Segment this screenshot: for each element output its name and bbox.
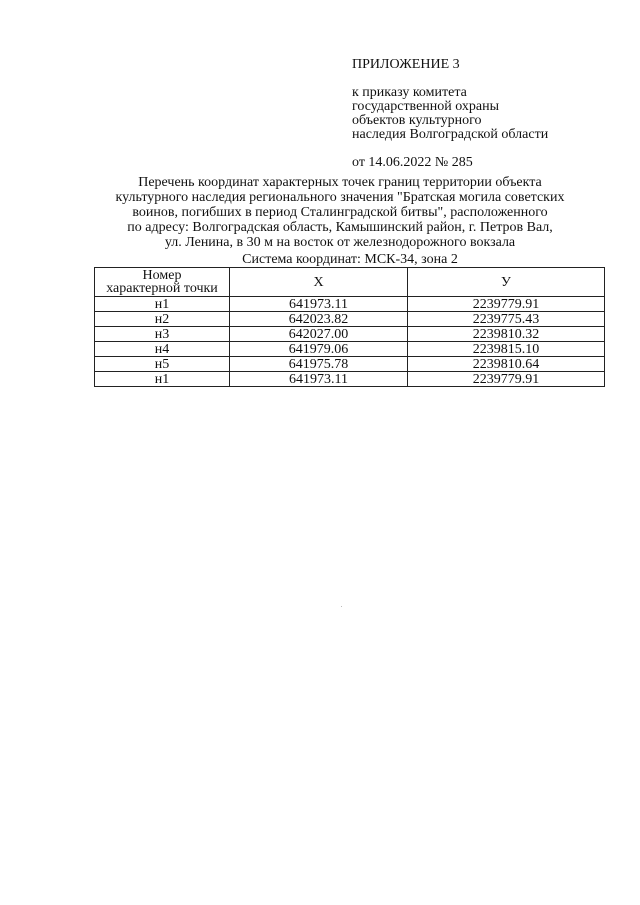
table-row: [95, 297, 605, 312]
appendix-title: ПРИЛОЖЕНИЕ 3: [352, 57, 460, 72]
table-row: [95, 342, 605, 357]
x-header: Х: [230, 268, 408, 297]
y-header: У: [408, 268, 605, 297]
point-number-header: [95, 268, 230, 297]
table-row: [95, 357, 605, 372]
appendix-line: к приказу комитета: [352, 85, 467, 100]
scan-speck: [341, 606, 342, 607]
y-cell: 2239810.64: [408, 357, 605, 372]
point-cell: н4: [95, 342, 230, 357]
point-cell: н1: [95, 372, 230, 387]
table-row: [95, 372, 605, 387]
appendix-block: [352, 58, 612, 170]
appendix-line: объектов культурного: [352, 113, 482, 128]
x-cell: 641973.11: [230, 372, 408, 387]
x-cell: 641973.11: [230, 297, 408, 312]
heading-line: ул. Ленина, в 30 м на восток от железнодорожного вокзала: [164, 235, 516, 250]
x-cell: 642023.82: [230, 312, 408, 327]
point-cell: н3: [95, 327, 230, 342]
x-cell: 641979.06: [230, 342, 408, 357]
heading-line: культурного наследия регионального значения "Братская могила советских: [115, 190, 565, 205]
point-header-line1: Номер: [142, 268, 182, 283]
y-cell: 2239779.91: [408, 372, 605, 387]
y-cell: 2239815.10: [408, 342, 605, 357]
x-cell: 641975.78: [230, 357, 408, 372]
heading-line: воинов, погибших в период Сталинградской битвы", расположенного: [132, 205, 548, 220]
table-row: [95, 312, 605, 327]
heading-line: по адресу: Волгоградская область, Камышинский район, г. Петров Вал,: [127, 220, 553, 235]
document-heading: [80, 175, 600, 250]
table-row: [95, 327, 605, 342]
y-cell: 2239810.32: [408, 327, 605, 342]
appendix-line: наследия Волгоградской области: [352, 127, 549, 142]
point-cell: н5: [95, 357, 230, 372]
y-cell: 2239779.91: [408, 297, 605, 312]
y-cell: 2239775.43: [408, 312, 605, 327]
coordinates-table: [94, 267, 605, 387]
x-cell: 642027.00: [230, 327, 408, 342]
order-date: от 14.06.2022 № 285: [352, 155, 473, 170]
point-cell: н2: [95, 312, 230, 327]
table-header-row: [95, 268, 605, 297]
point-cell: н1: [95, 297, 230, 312]
coordinate-system-label: Система координат: МСК-34, зона 2: [242, 252, 458, 267]
heading-line: Перечень координат характерных точек границ территории объекта: [138, 175, 542, 190]
appendix-line: государственной охраны: [352, 99, 500, 114]
point-header-line2: характерной точки: [106, 281, 218, 296]
